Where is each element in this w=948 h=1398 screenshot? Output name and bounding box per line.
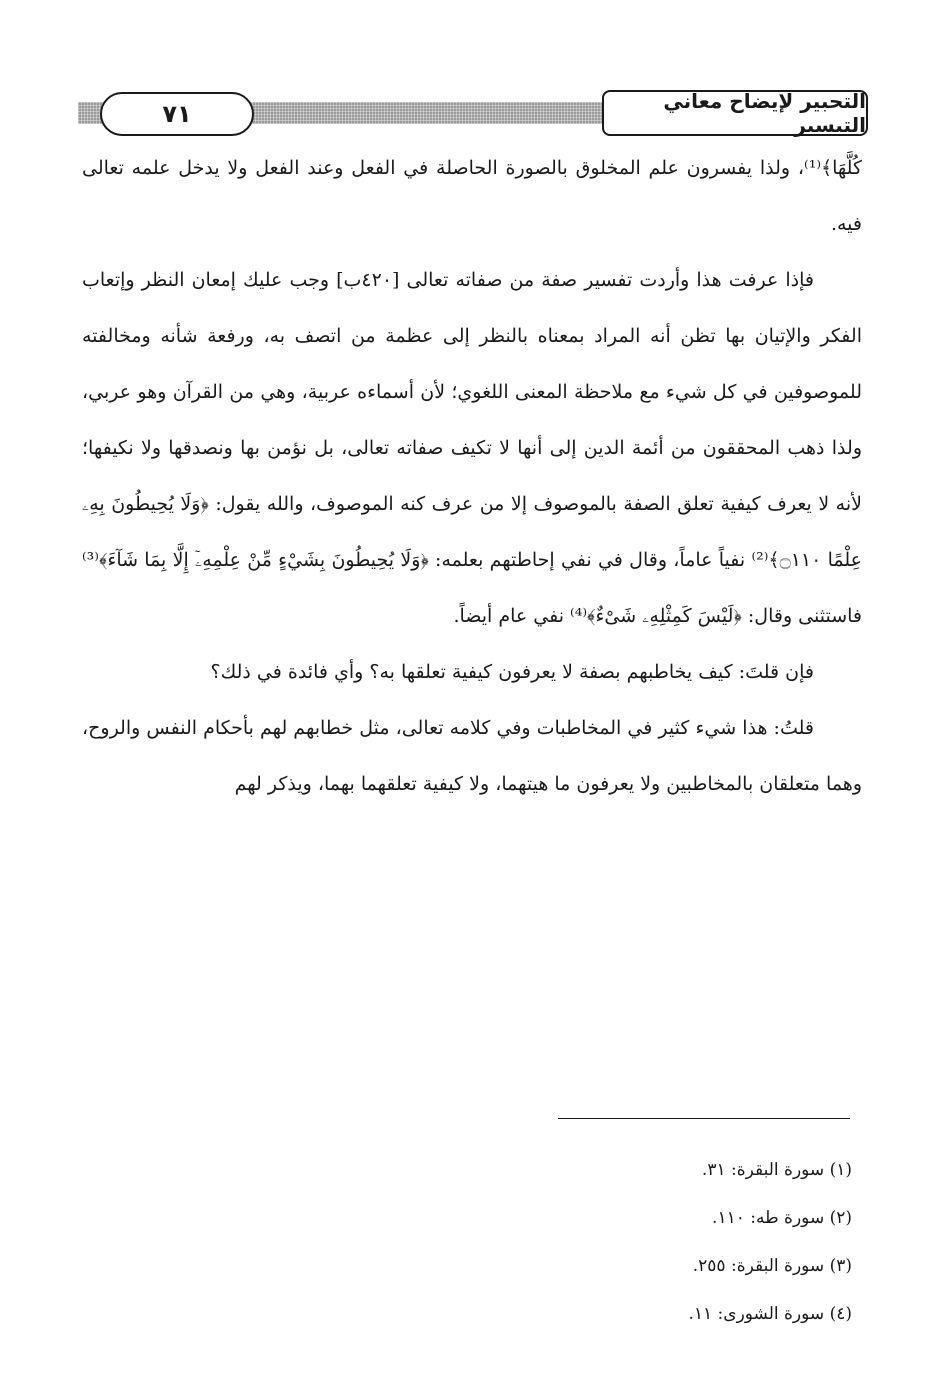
footnote-4: (٤) سورة الشورى: ١١. [688, 1304, 852, 1324]
paragraph-3: فإن قلتَ: كيف يخاطبهم بصفة لا يعرفون كيفية تعلقها به؟ وأي فائدة في ذلك؟ [210, 661, 814, 683]
footnote-3: (٣) سورة البقرة: ٢٥٥. [692, 1256, 852, 1276]
footnote-2: (٢) سورة طه: ١١٠. [712, 1208, 852, 1228]
footnotes [452, 1146, 852, 1338]
body-text [82, 140, 862, 812]
page-header [78, 90, 868, 140]
paragraph-4: قلتُ: هذا شيء كثير في المخاطبات وفي كلامه تعالى، مثل خطابهم لهم بأحكام النفس والروح، وهما متعلقان بالمخاطبين ولا يعرفون ما هيتهما، ولا كيفية تعلقهما بهما، ويذكر لهم [82, 717, 862, 795]
page-number: ٧١ [100, 92, 254, 136]
paragraph-2: فإذا عرفت هذا وأردت تفسير صفة من صفاته تعالى [٤٢٠ب] وجب عليك إمعان النظر وإتعاب الفكر والإتيان بها تظن أنه المراد بمعناه بالنظر إلى عظمة من اتصف به، ورفعة شأنه ومخالفته للموصوفين في كل شيء مع ملاحظة المعنى اللغوي؛ لأن أسماءه عربية، وهي من القرآن وهو عربي، ولذا ذهب المحققون من أئمة الدين إلى أنها لا تكيف صفاته تعالى، بل نؤمن بها ونصدقها ولا نكيفها؛ لأنه لا يعرف كيفية تعلق الصفة بالموصوف إلا من عرف كنه الموصوف، والله يقول: ﴿وَلَا يُحِيطُونَ بِهِۦ عِلْمًا ۝١١٠﴾⁽²⁾ نفياً عاماً، وقال في نفي إحاطتهم بعلمه: ﴿وَلَا يُحِيطُونَ بِشَيْءٍ مِّنْ عِلْمِهِۦٓ إِلَّا بِمَا شَآءَ﴾⁽³⁾ فاستثنى وقال: ﴿لَيْسَ كَمِثْلِهِۦ شَىْءٌ﴾⁽⁴⁾ نفي عام أيضاً. [82, 269, 862, 627]
footnote-1: (١) سورة البقرة: ٣١. [701, 1160, 852, 1180]
footnote-separator [558, 1118, 850, 1119]
paragraph-1: كُلَّهَا﴾⁽¹⁾، ولذا يفسرون علم المخلوق بالصورة الحاصلة في الفعل وعند الفعل ولا يدخل علمه تعالى فيه. [82, 157, 862, 235]
book-title: التحبير لإيضاح معاني التيسير [602, 90, 868, 136]
